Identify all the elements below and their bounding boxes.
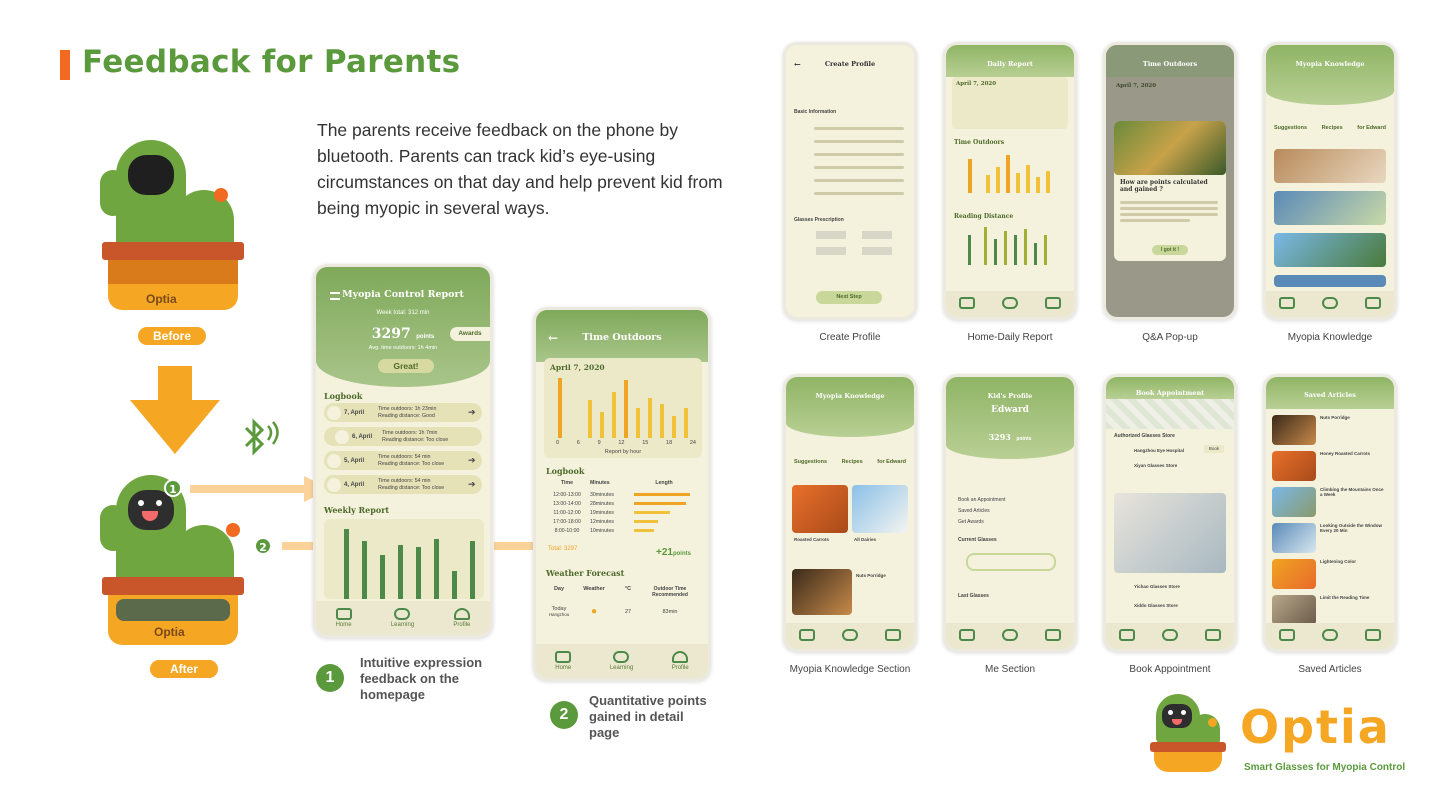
title-accent-bar [60, 50, 70, 80]
profile-icon [1045, 297, 1061, 309]
caption-saved: Saved Articles [1298, 664, 1362, 675]
profile-icon [1205, 629, 1221, 641]
logbook-row[interactable]: 6, April Time outdoors: 1h 7min Reading distance: Too close [324, 427, 482, 446]
book-button[interactable]: Book [1204, 445, 1224, 453]
logbook-list [324, 403, 484, 499]
nav-profile[interactable]: Profile [453, 608, 470, 628]
glasses-icon [1322, 629, 1338, 641]
gallery-me: Kid's Profile Edward 3293 points Book an Appointment Saved Articles Get Awards Current Glasses Last Glasses [943, 374, 1077, 652]
outdoor-phone [533, 307, 711, 681]
nav-home[interactable]: Home [555, 651, 571, 671]
weekly-chart [324, 519, 484, 599]
logo-mascot [1150, 694, 1230, 774]
home-icon [959, 629, 975, 641]
coins-plant-photo [1114, 121, 1226, 175]
report-title: Myopia Control Report [342, 289, 464, 300]
points-value: 3297 [371, 326, 411, 342]
gallery-create-profile: ← Create Profile Basic Information Glasses Prescription Next Step [783, 42, 917, 320]
bottom-nav [316, 601, 490, 635]
glasses-face-off [128, 155, 174, 195]
outdoor-date: April 7, 2020 [550, 363, 605, 372]
feature-2-number: 2 [550, 701, 578, 729]
caption-qa-popup: Q&A Pop-up [1142, 332, 1198, 343]
arrow-right-1 [190, 474, 332, 504]
gallery-qa-popup: Time Outdoors April 7, 2020 How are points calculated and gained ? I got it ! [1103, 42, 1237, 320]
profile-icon [454, 608, 470, 620]
bottom-nav [536, 644, 708, 678]
profile-icon [1365, 297, 1381, 309]
glasses-icon [1322, 297, 1338, 309]
gallery-knowledge: Myopia Knowledge Suggestions Recipes for Edward [1263, 42, 1397, 320]
caption-knowledge: Myopia Knowledge [1287, 332, 1373, 343]
nav-profile[interactable]: Profile [672, 651, 689, 671]
hourly-bars [558, 378, 698, 438]
callout-2-badge: 2 [254, 537, 272, 555]
feature-1-text: Intuitive expression feedback on the homepage [360, 655, 483, 702]
home-icon [1279, 297, 1295, 309]
gallery-saved: Saved Articles Nuts Porridge Honey Roasted Carrots Climbing the Mountains Once a Week Looking Outside the Window Every 20 Min Lightening Color Limit the Reading Time [1263, 374, 1397, 652]
great-button[interactable]: Great! [378, 359, 434, 373]
outdoor-chart-card: April 7, 2020 0 6 9 12 15 18 24 Report by hour [544, 358, 702, 458]
gallery-appointment: Book Appointment Authorized Glasses Store Hangzhou Eye Hospital Xiyan Glasses Store Yichao Glasses Store Xiddo Glasses Store Book [1103, 374, 1237, 652]
page-description: The parents receive feedback on the phone by bluetooth. Parents can track kid’s eye-using circumstances on that day and help prevent kid from being myopic in several ways. [317, 120, 723, 218]
optometry-photo [1114, 493, 1226, 573]
gallery-knowledge-section: Myopia Knowledge Suggestions Recipes for Edward Roasted Carrots All Dairies Nuts Porridge [783, 374, 917, 652]
report-phone [313, 264, 493, 638]
glasses-icon [394, 608, 410, 620]
before-label: Before [138, 327, 206, 345]
caption-appointment: Book Appointment [1129, 664, 1211, 675]
page-title: Feedback for Parents [82, 44, 461, 80]
glasses-icon [1002, 297, 1018, 309]
weekly-report-title: Weekly Report [324, 505, 390, 515]
glasses-face-happy [128, 490, 174, 530]
weather-table: Day Weather °C Outdoor Time Recommended Today Hangzhou ● 27 83min [548, 586, 688, 617]
home-icon [336, 608, 352, 620]
callout-1-badge: 1 [164, 479, 182, 497]
outdoor-table: Time Minutes Length 12:00-13:00 30minutes 13:00-14:00 28minutes 11:00-12:00 19minutes 17:00-18:00 12minutes 8:00-10:00 10minutes [544, 480, 702, 535]
home-icon [959, 297, 975, 309]
after-label: After [150, 660, 218, 678]
gallery-daily-report: Daily Report April 7, 2020 Time Outdoors Reading Distance [943, 42, 1077, 320]
cactus-brand-label-after: Optia [154, 625, 185, 639]
logbook-title: Logbook [324, 391, 363, 401]
outdoor-gained: +21points [656, 547, 691, 558]
outdoor-title: Time Outdoors [582, 332, 662, 343]
map-view [1106, 399, 1234, 429]
caption-create-profile: Create Profile [819, 332, 881, 343]
feature-2-text: Quantitative points gained in detail page [589, 693, 707, 740]
outdoor-logbook-title: Logbook [546, 466, 585, 476]
porridge-photo [792, 569, 852, 615]
profile-icon [885, 629, 901, 641]
glasses-icon [1002, 629, 1018, 641]
profile-icon [1365, 629, 1381, 641]
points-unit: points [416, 334, 435, 340]
outdoor-xlabel: Report by hour [604, 449, 642, 455]
glasses-icon [613, 651, 629, 663]
cactus-brand-label: Optia [146, 292, 177, 306]
week-total: Week total: 312 min [376, 310, 430, 316]
caption-me: Me Section [984, 664, 1036, 675]
arrow-down-icon [130, 366, 220, 456]
qa-popup: How are points calculated and gained ? I got it ! [1114, 121, 1226, 261]
caption-daily-report: Home-Daily Report [967, 332, 1053, 343]
glasses-icon [842, 629, 858, 641]
awards-button[interactable]: Awards [450, 327, 490, 341]
cactus-before [96, 130, 256, 320]
next-step-button[interactable]: Next Step [816, 291, 882, 304]
profile-icon [672, 651, 688, 663]
home-icon [1279, 629, 1295, 641]
feature-1-number: 1 [316, 664, 344, 692]
chevron-right-icon: ➔ [468, 407, 476, 417]
home-icon [1119, 629, 1135, 641]
bluetooth-icon [238, 418, 288, 462]
home-icon [799, 629, 815, 641]
home-icon [555, 651, 571, 663]
nav-home[interactable]: Home [336, 608, 352, 628]
glasses-icon [1162, 629, 1178, 641]
logbook-row[interactable]: 7, April Time outdoors: 1h 23min Reading distance: Good ➔ [324, 403, 482, 422]
nav-learning[interactable]: Learning [391, 608, 414, 628]
avg-time: Avg. time outdoors: 1h 4min [368, 345, 438, 351]
logo-subtitle: Smart Glasses for Myopia Control [1244, 762, 1406, 773]
outdoor-total: Total: 3297 [548, 546, 578, 552]
weather-title: Weather Forecast [546, 568, 625, 578]
carrots-photo [792, 485, 848, 533]
back-arrow-icon[interactable]: ← [794, 59, 801, 69]
dairy-photo [852, 485, 908, 533]
logbook-row[interactable]: 4, April Time outdoors: 54 min Reading distance: Too close ➔ [324, 475, 482, 494]
caption-knowledge-section: Myopia Knowledge Section [789, 664, 911, 675]
logbook-row[interactable]: 5, April Time outdoors: 54 min Reading distance: Too close ➔ [324, 451, 482, 470]
profile-icon [1045, 629, 1061, 641]
logo-text: Optia [1240, 700, 1391, 754]
got-it-button[interactable]: I got it ! [1152, 245, 1188, 255]
nav-learning[interactable]: Learning [610, 651, 633, 671]
back-arrow-icon[interactable]: ← [548, 331, 559, 345]
sun-icon: ● [590, 606, 598, 617]
